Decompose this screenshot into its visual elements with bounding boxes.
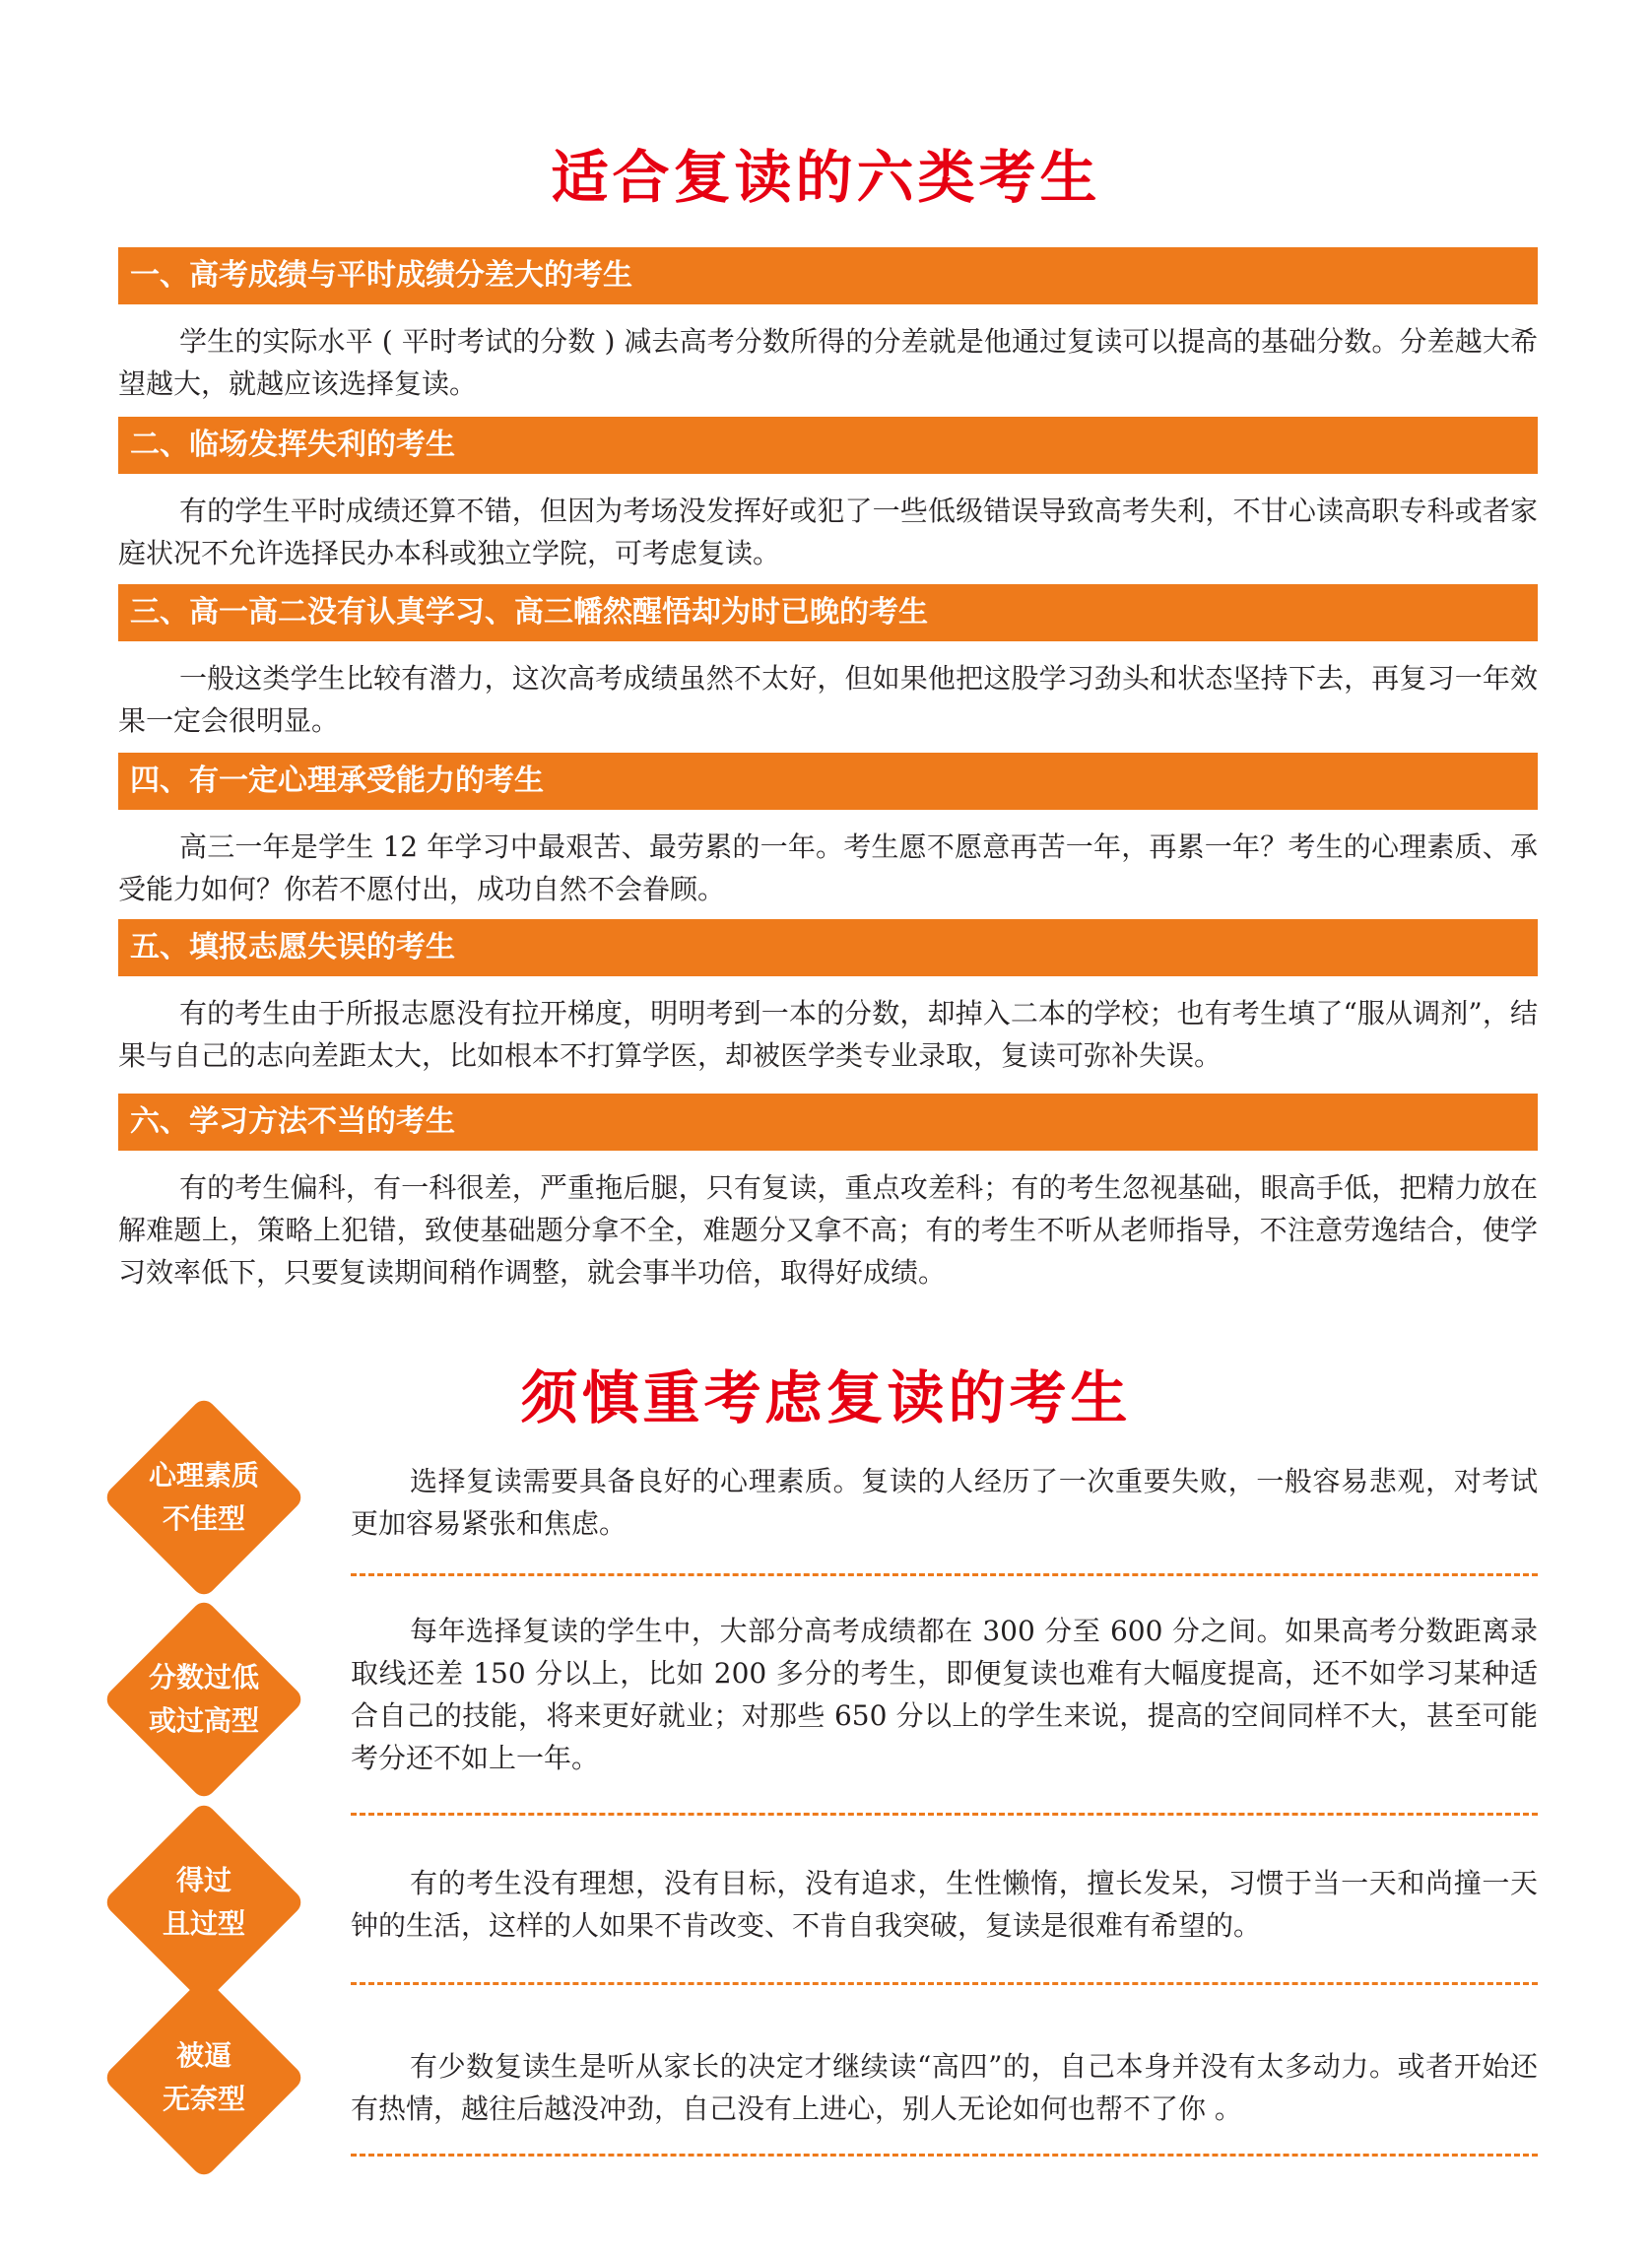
section-heading: 一、高考成绩与平时成绩分差大的考生 [118,247,1538,304]
case-1 [116,1419,1538,1576]
section-6 [118,1094,1538,1294]
section-1 [118,247,1538,405]
section-body: 高三一年是学生 12 年学习中最艰苦、最劳累的一年。考生愿不愿意再苦一年，再累一年？考生的心理素质、承受能力如何？你若不愿付出，成功自然不会眷顾。 [118,830,1538,905]
case-label [116,1859,292,1946]
dashed-divider [351,1573,1538,1576]
case-label-line1: 分数过低 [148,1661,259,1693]
section-heading: 四、有一定心理承受能力的考生 [118,753,1538,810]
section-heading: 二、临场发挥失利的考生 [118,417,1538,474]
section-3 [118,584,1538,742]
section-body: 学生的实际水平 ( 平时考试的分数 ) 减去高考分数所得的分差就是他通过复读可以提高的基础分数。分差越大希望越大，就越应该选择复读。 [118,325,1538,400]
case-4 [116,1990,1538,2173]
case-label-line1: 得过 [175,1864,231,1896]
section-5 [118,919,1538,1077]
section-body: 有的学生平时成绩还算不错，但因为考场没发挥好或犯了一些低级错误导致高考失利，不甘心读高职专科或者家庭状况不允许选择民办本科或独立学院，可考虑复读。 [118,495,1538,569]
dashed-divider [351,1813,1538,1816]
case-label-line1: 被逼 [175,2039,231,2072]
dashed-divider [351,1982,1538,1985]
dashed-divider [351,2154,1538,2157]
section-body: 一般这类学生比较有潜力，这次高考成绩虽然不太好，但如果他把这股学习劲头和状态坚持下去，再复习一年效果一定会很明显。 [118,662,1538,737]
case-label-line2: 无奈型 [162,2083,245,2115]
section-4 [118,753,1538,910]
case-body: 有的考生没有理想，没有目标，没有追求，生性懒惰，擅长发呆，习惯于当一天和尚撞一天钟的生活，这样的人如果不肯改变、不肯自我突破，复读是很难有希望的。 [351,1867,1538,1942]
section-heading: 六、学习方法不当的考生 [118,1094,1538,1151]
case-label-line2: 不佳型 [162,1502,245,1535]
case-label [116,2034,292,2121]
section-2 [118,417,1538,574]
case-label-line1: 心理素质 [148,1459,259,1492]
case-label [116,1656,292,1743]
section-heading: 五、填报志愿失误的考生 [118,919,1538,976]
case-body: 有少数复读生是听从家长的决定才继续读“高四”的，自己本身并没有太多动力。或者开始还有热情，越往后越没冲劲，自己没有上进心，别人无论如何也帮不了你 。 [351,2050,1538,2125]
case-body: 选择复读需要具备良好的心理素质。复读的人经历了一次重要失败，一般容易悲观，对考试更加容易紧张和焦虑。 [351,1465,1538,1540]
case-3 [116,1819,1538,1986]
section-heading: 三、高一高二没有认真学习、高三幡然醒悟却为时已晚的考生 [118,584,1538,641]
case-label-line2: 且过型 [162,1907,245,1940]
case-2 [116,1590,1538,1817]
case-label [116,1454,292,1541]
section-body: 有的考生由于所报志愿没有拉开梯度，明明考到一本的分数，却掉入二本的学校；也有考生填了“服从调剂”，结果与自己的志向差距太大，比如根本不打算学医，却被医学类专业录取，复读可弥补失误。 [118,997,1538,1072]
case-label-line2: 或过高型 [148,1704,259,1737]
page-title-main: 适合复读的六类考生 [551,144,1101,211]
section-body: 有的考生偏科，有一科很差，严重拖后腿，只有复读，重点攻差科；有的考生忽视基础，眼高手低，把精力放在解难题上，策略上犯错，致使基础题分拿不全，难题分又拿不高；有的考生不听从老师指导，不注意劳逸结合，使学习效率低下，只要复读期间稍作调整，就会事半功倍，取得好成绩。 [118,1171,1538,1289]
page-title-secondary: 须慎重考虑复读的考生 [520,1364,1132,1431]
case-body: 每年选择复读的学生中，大部分高考成绩都在 300 分至 600 分之间。如果高考分数距离录取线还差 150 分以上，比如 200 多分的考生，即便复读也难有大幅度提高，还不如学习某种适合自己的技能，将来更好就业；对那些 650 分以上的学生来说，提高的空间同样不大，甚至可能考分还不如上一年。 [351,1615,1538,1774]
